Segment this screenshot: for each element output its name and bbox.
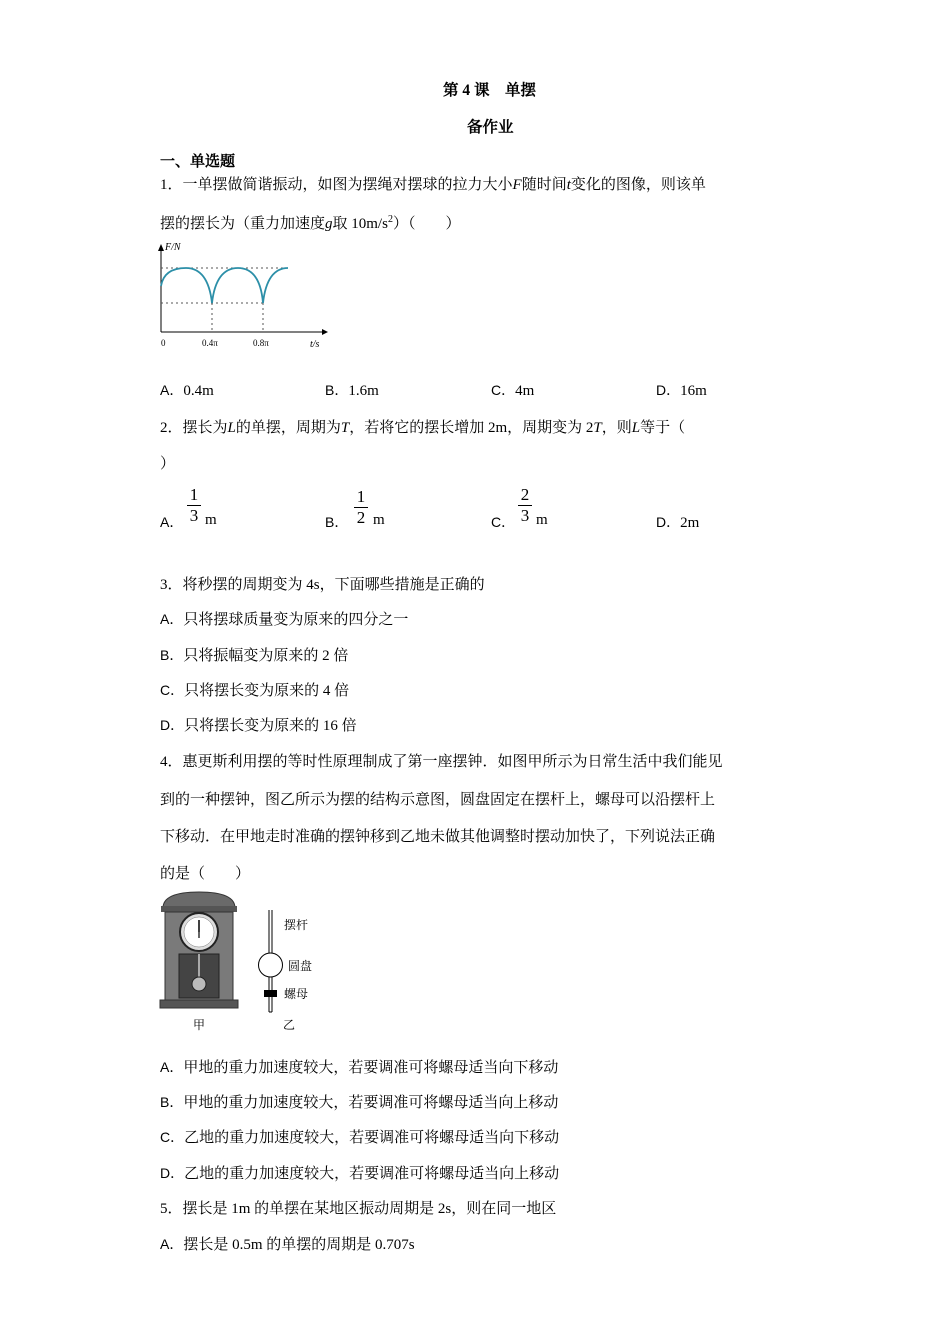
force-curve	[161, 268, 288, 303]
label-disk: 圆盘	[288, 959, 313, 973]
disk-icon	[259, 953, 283, 977]
q1-option-a[interactable]: A．0.4m	[160, 382, 214, 399]
q3-stem: 3．将秒摆的周期变为 4s，下面哪些措施是正确的	[160, 577, 485, 593]
nut-icon	[264, 990, 277, 997]
tick2-label: 0.8π	[253, 338, 269, 348]
caption-a: 甲	[193, 1018, 206, 1032]
q2-option-c[interactable]: C．	[491, 514, 516, 530]
q2-stem-line2: ）	[160, 456, 176, 472]
q2-stem-line1: 2．摆长为L的单摆，周期为T，若将它的摆长增加 2m，周期变为 2T，则L等于（	[160, 420, 686, 436]
q3-option-c[interactable]: C．只将摆长变为原来的 4 倍	[160, 682, 350, 699]
q5-option-a[interactable]: A．摆长是 0.5m 的单摆的周期是 0.707s	[160, 1236, 415, 1253]
origin-label: 0	[161, 338, 166, 348]
q1-option-c[interactable]: C．4m	[491, 382, 535, 399]
q3-option-a[interactable]: A．只将摆球质量变为原来的四分之一	[160, 611, 409, 628]
x-axis-arrow	[322, 329, 328, 335]
q4-option-a[interactable]: A．甲地的重力加速度较大，若要调准可将螺母适当向下移动	[160, 1059, 559, 1076]
q5-stem: 5．摆长是 1m 的单摆在某地区振动周期是 2s，则在同一地区	[160, 1201, 557, 1217]
q2-option-b-fraction: 1 2	[354, 488, 368, 527]
q1-stem-line2: 摆的摆长为（重力加速度g取 $10m/s^2$）（ ）	[160, 214, 461, 232]
q2-option-a[interactable]: A．	[160, 514, 184, 530]
pendulum-clock-illustration	[160, 892, 238, 1008]
q1-option-d[interactable]: D．16m	[656, 382, 707, 399]
q2-option-b[interactable]: B．	[325, 514, 349, 530]
q2-option-c-unit: m	[536, 512, 548, 528]
page-title: 第 4 课 单摆	[443, 82, 537, 99]
q4-stem-line3: 下移动．在甲地走时准确的摆钟移到乙地未做其他调整时摆动加快了，下列说法正确	[160, 829, 716, 845]
q2-option-b-unit: m	[373, 512, 385, 528]
q4-pendulum-figure	[155, 888, 330, 1038]
label-rod: 摆杆	[284, 918, 309, 932]
q3-option-b[interactable]: B．只将振幅变为原来的 2 倍	[160, 647, 349, 664]
q4-option-c[interactable]: C．乙地的重力加速度较大，若要调准可将螺母适当向下移动	[160, 1129, 560, 1146]
y-axis-label: F/N	[165, 242, 181, 253]
q4-stem-line2: 到的一种摆钟，图乙所示为摆的结构示意图，圆盘固定在摆杆上，螺母可以沿摆杆上	[160, 792, 716, 808]
pendulum-schematic	[259, 910, 283, 1012]
tick1-label: 0.4π	[202, 338, 218, 348]
q1-stem-line1: 1．一单摆做简谐振动，如图为摆绳对摆球的拉力大小F随时间t变化的图像，则该单	[160, 177, 706, 193]
section-heading: 一、单选题	[160, 154, 236, 170]
page-subtitle: 备作业	[467, 119, 514, 136]
q2-option-a-unit: m	[205, 512, 217, 528]
pendulum-bob-icon	[192, 977, 206, 991]
q1-option-b[interactable]: B．1.6m	[325, 382, 379, 399]
q4-stem-line4: 的是（ ）	[160, 866, 251, 882]
q3-option-d[interactable]: D．只将摆长变为原来的 16 倍	[160, 717, 357, 734]
x-axis-label: t/s	[310, 339, 320, 350]
q2-option-d[interactable]: D．2m	[656, 514, 700, 531]
q2-option-c-fraction: 2 3	[518, 486, 532, 525]
q4-option-d[interactable]: D．乙地的重力加速度较大，若要调准可将螺母适当向上移动	[160, 1165, 560, 1182]
q1-force-time-graph	[150, 238, 335, 353]
q2-option-a-fraction: 1 3	[187, 486, 201, 525]
caption-b: 乙	[283, 1018, 296, 1032]
q4-stem-line1: 4．惠更斯利用摆的等时性原理制成了第一座摆钟．如图甲所示为日常生活中我们能见	[160, 754, 723, 770]
y-axis-arrow	[158, 244, 164, 251]
q4-option-b[interactable]: B．甲地的重力加速度较大，若要调准可将螺母适当向上移动	[160, 1094, 559, 1111]
label-nut: 螺母	[284, 987, 309, 1001]
